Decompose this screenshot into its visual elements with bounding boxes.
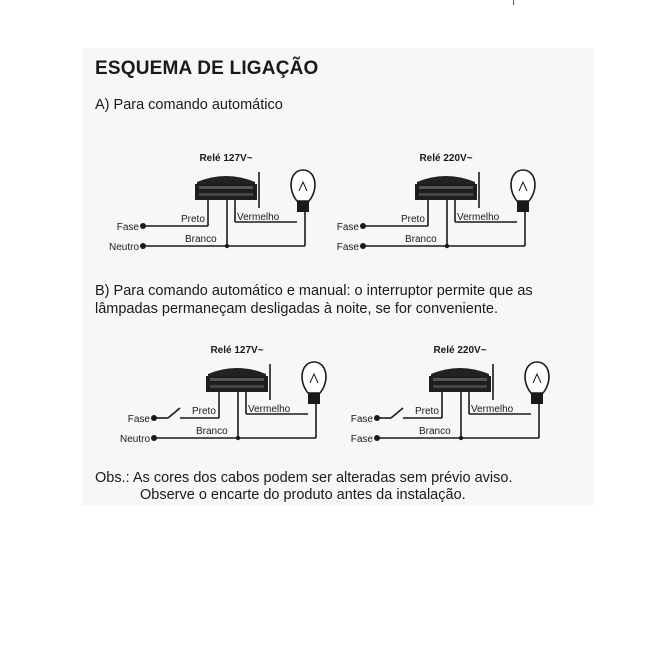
junction-dot <box>225 244 229 248</box>
wire-red-label: Vermelho <box>248 404 291 415</box>
lamp-socket <box>517 201 529 212</box>
wire-black-label: Preto <box>415 406 439 417</box>
relay-body-stripe <box>433 378 487 381</box>
terminal-bottom-label: Neutro <box>108 242 139 253</box>
manual-switch <box>391 408 403 418</box>
relay-body-stripe <box>433 385 487 388</box>
terminal-bottom <box>151 435 157 441</box>
relay-cap <box>431 368 489 376</box>
wire-white-label: Branco <box>196 426 228 437</box>
wire-red-label: Vermelho <box>457 212 500 223</box>
terminal-bottom-label: Neutro <box>119 434 150 445</box>
terminal-top-label: Fase <box>350 414 373 425</box>
terminal-bottom <box>140 243 146 249</box>
junction-dot <box>459 436 463 440</box>
relay-body-stripe <box>419 193 473 196</box>
section-a-heading: A) Para comando automático <box>95 97 283 113</box>
relay-label: Relé 220V~ <box>419 153 473 164</box>
terminal-bottom <box>374 435 380 441</box>
wire-red-label: Vermelho <box>471 404 514 415</box>
wire-black-label: Preto <box>192 406 216 417</box>
wire-black-label: Preto <box>181 214 205 225</box>
relay-label: Relé 127V~ <box>199 153 253 164</box>
page-title: ESQUEMA DE LIGAÇÃO <box>95 58 319 79</box>
wire-red-label: Vermelho <box>237 212 280 223</box>
wire-black-label: Preto <box>401 214 425 225</box>
relay-cap <box>197 176 255 184</box>
relay-body-stripe <box>199 193 253 196</box>
obs-line-1: Obs.: As cores dos cabos podem ser alteradas sem prévio aviso. <box>95 470 513 486</box>
relay-cap <box>208 368 266 376</box>
terminal-top <box>360 223 366 229</box>
relay-label: Relé 127V~ <box>210 345 264 356</box>
lamp-bulb <box>525 362 549 393</box>
wire-white-label: Branco <box>419 426 451 437</box>
lamp-socket <box>531 393 543 404</box>
section-b-heading: B) Para comando automático e manual: o interruptor permite que as lâmpadas permaneçam desligadas à noite, se for conveniente. <box>95 283 533 317</box>
relay-cap <box>417 176 475 184</box>
relay-label: Relé 220V~ <box>433 345 487 356</box>
lamp-socket <box>297 201 309 212</box>
relay-body-stripe <box>199 186 253 189</box>
terminal-bottom <box>360 243 366 249</box>
terminal-bottom-label: Fase <box>350 434 373 445</box>
terminal-top-label: Fase <box>127 414 150 425</box>
terminal-top <box>374 415 380 421</box>
relay-body-stripe <box>210 385 264 388</box>
terminal-top-label: Fase <box>336 222 359 233</box>
relay-body-stripe <box>419 186 473 189</box>
terminal-top <box>151 415 157 421</box>
lamp-socket <box>308 393 320 404</box>
terminal-bottom-label: Fase <box>336 242 359 253</box>
terminal-top-label: Fase <box>116 222 139 233</box>
manual-switch <box>168 408 180 418</box>
wire-white-label: Branco <box>185 234 217 245</box>
relay-body-stripe <box>210 378 264 381</box>
junction-dot <box>236 436 240 440</box>
lamp-bulb <box>511 170 535 201</box>
wire-white-label: Branco <box>405 234 437 245</box>
junction-dot <box>445 244 449 248</box>
terminal-top <box>140 223 146 229</box>
lamp-bulb <box>302 362 326 393</box>
lamp-bulb <box>291 170 315 201</box>
obs-line-2: Observe o encarte do produto antes da instalação. <box>140 487 466 503</box>
